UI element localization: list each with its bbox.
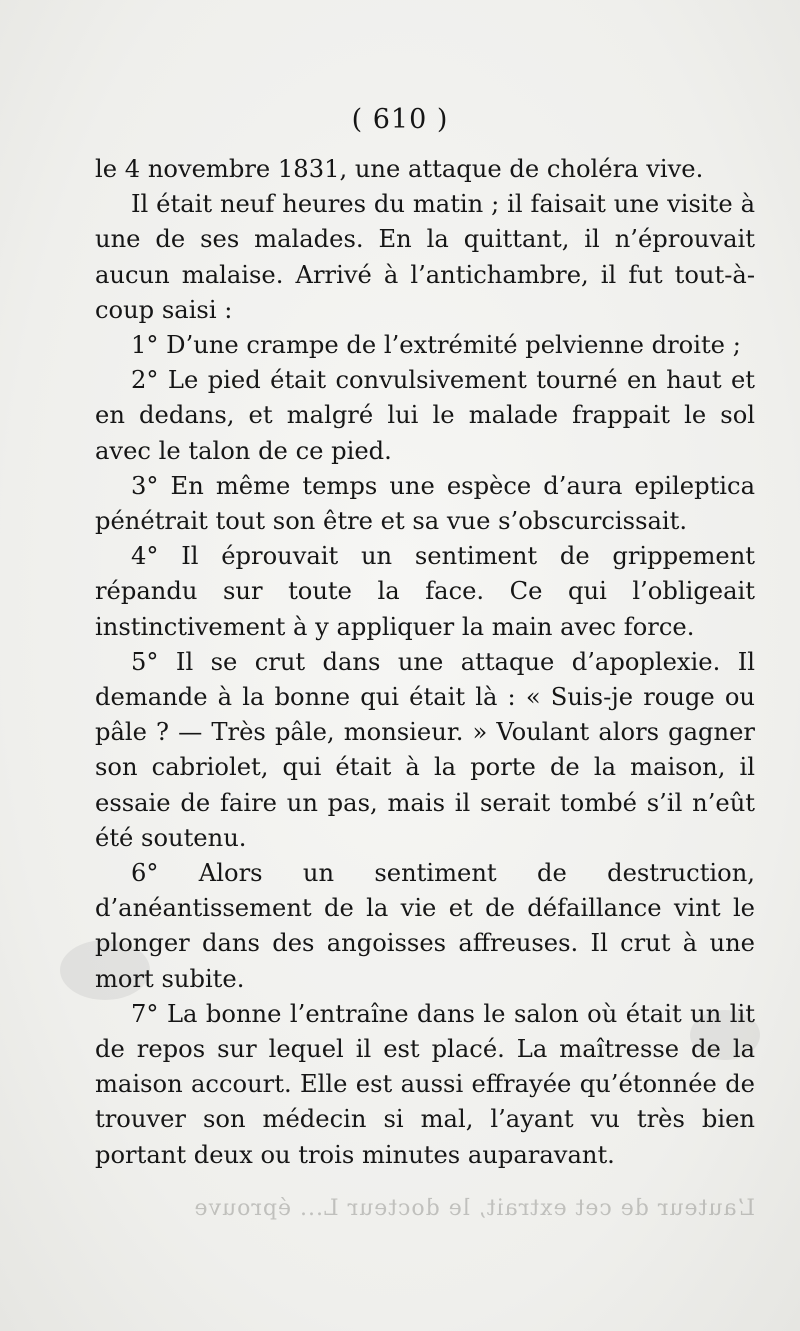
list-item-3: 3° En même temps une espèce d’aura epileptica pénétrait tout son être et sa vue s’obscurcissait. (95, 471, 755, 536)
list-item-6: 6° Alors un sentiment de destruction, d’anéantissement de la vie et de défaillance vint le plonger dans des angoisses affreuses. Il crut à une mort subite. (95, 859, 755, 993)
list-item-7: 7° La bonne l’entraîne dans le salon où était un lit de repos sur lequel il est placé. La maîtresse de la maison accourt. Elle est aussi effrayée qu’étonnée de trouver son médecin si mal, l’ayant vu très bien portant deux ou trois minutes auparavant. (95, 999, 755, 1169)
list-item-1: 1° D’une crampe de l’extrémité pelvienne droite ; (131, 331, 741, 360)
list-item-4: 4° Il éprouvait un sentiment de grippement répandu sur toute la face. Ce qui l’obligeait instinctivement à y appliquer la main avec force. (95, 542, 755, 641)
paragraph-continuation: le 4 novembre 1831, une attaque de choléra vive. (95, 155, 704, 183)
list-item-2: 2° Le pied était convulsivement tourné en haut et en dedans, et malgré lui le malade frappait le sol avec le talon de ce pied. (95, 366, 755, 465)
paragraph: Il était neuf heures du matin ; il faisait une visite à une de ses malades. En la quittant, il n’éprouvait aucun malaise. Arrivé à l’antichambre, il fut tout-à-coup saisi : (95, 190, 755, 324)
list-item-5: 5° Il se crut dans une attaque d’apoplexie. Il demande à la bonne qui était là : « Suis-je rouge ou pâle ? — Très pâle, monsieur. » Voulant alors gagner son cabriolet, qui était à la porte de la maison, il essaie de faire un pas, mais il serait tombé s’il n’eût été soutenu. (95, 647, 755, 852)
show-through-text: L’auteur de cet extrait, le docteur L... éprouve (193, 1196, 755, 1221)
body-text (95, 152, 755, 1173)
page-number: ( 610 ) (351, 104, 449, 135)
